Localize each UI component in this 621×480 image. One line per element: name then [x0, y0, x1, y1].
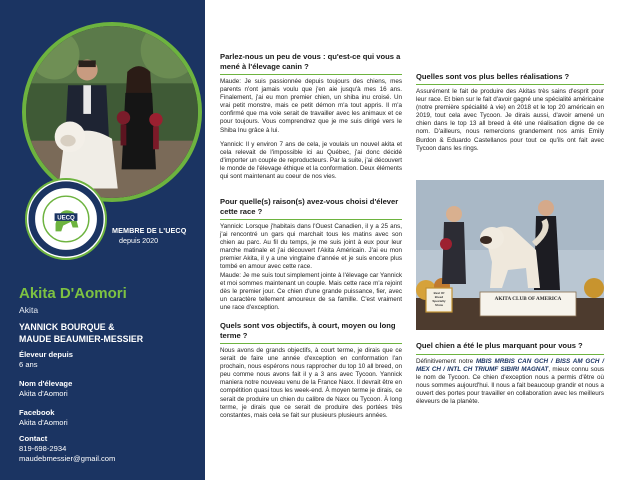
uecq-logo — [25, 178, 107, 260]
question-breed-choice: Pour quelle(s) raison(s) avez-vous choisi d'élever cette race ? — [220, 197, 399, 216]
uecq-badge-graphic — [27, 180, 105, 258]
photo-banner-text: AKITA CLUB OF AMERICA — [494, 296, 562, 302]
experience-label: Éleveur depuis — [19, 350, 74, 359]
contact-phone: 819-698-2934 — [19, 444, 67, 453]
question-divider — [220, 219, 402, 220]
breeders-photo-illustration — [26, 26, 198, 198]
question-achievements: Quelles sont vos plus belles réalisations ? — [416, 72, 570, 81]
answer-intro: Définitivement notre — [416, 358, 474, 365]
kennel-value: Akita d'Aomori — [19, 389, 68, 398]
contact-email: maudebmessier@gmail.com — [19, 454, 116, 463]
experience-value: 6 ans — [19, 360, 38, 369]
membership-since: depuis 2020 — [119, 236, 159, 245]
dog-titles: MBIS MRBIS CAN GCH / BISS AM GCH / MEX CH / INTL CH TRIUMF SIBIRI MAGNAT — [416, 358, 605, 374]
answer-breed-maude: Maude: Je me suis tout simplement jointe à l'élevage car Yannick et moi sommes maintenant un couple. Mais cette race m'a rejoint dès le premier jour. Ce chien d'une grande puissance, fier, avec un caractère tellement amoureux de sa famille. C'est vraiment une race d'exception. — [220, 272, 402, 312]
question-objectives: Quels sont vos objectifs, à court, moyen ou long terme ? — [220, 321, 396, 340]
photo-sign-line: Specialty — [432, 299, 446, 303]
question-divider — [416, 354, 604, 355]
membership-label: MEMBRE DE L'UECQ — [112, 226, 187, 235]
sidebar — [0, 0, 205, 480]
photo-sign-line: Breed — [434, 295, 444, 299]
show-dog-photo-illustration — [416, 180, 604, 330]
photo-sign-line: Show — [435, 303, 443, 307]
photo-sign-line: Best Of — [433, 291, 445, 295]
answer-rest: , mieux connu sous le nom de Tycoon. Ce chien d'exception nous a permis d'être où nous sommes aujourd'hui. Il nous a fait beaucoup grandir et nous a ouvert des portes pour travailler en collaboration avec les meilleurs éleveurs de la planète. — [416, 366, 604, 406]
badge-text: UECQ — [57, 214, 75, 222]
owner-line-1: YANNICK BOURQUE & — [19, 322, 115, 332]
question-divider — [220, 343, 402, 344]
kennel-label: Nom d'élevage — [19, 379, 73, 388]
answer-background-maude: Maude: Je suis passionnée depuis toujours des chiens, mes parents n'ont jamais voulu que j'en aie jusqu'à mes 16 ans. Finalement, j'ai eu mon premier chien, un shiba inu croisé. Un vrai petit monstre, mais ce petit démon m'a tout appris. Il m'a confirmé que ma voie serait de travailler avec les animaux et ce pour toujours. Vous comprendrez que je me suis dirigé vers le Shiba Inu grâce à lui. — [220, 78, 402, 134]
question-divider — [220, 74, 402, 75]
breeders-photo — [22, 22, 202, 202]
answer-objectives: Nous avons de grands objectifs, à court terme, je dirais que ce serait de faire une année d'exception en conformation l'an prochain, nous espérons nous rapprocher du top 10 all breed, on peu comme nous avons fait il y a 3 ans avec Tycoon. Yannick maniera notre nouveau venu de la France Naxx. Il devrait être en compétition quasi tous les week-end. À moyen terme je dirais, ce serait de produire un chien du calibre de Naxx ou Tycoon. À long terme, je dirais que ce serait de produire des portées très constantes, mais cela se fait sur plusieurs plusieurs années. — [220, 347, 402, 419]
answer-achievements: Assurément le fait de produire des Akitas très sains d'esprit pour leur race. Et bien sur le fait d'avoir gagné une spécialité américaine (notre première spécialité à vie) en 2018 et le top 20 américain en 2019, tout cela avec Tycoon. Je dirais aussi, d'avoir amené un chien dans le top 13 all breed à été une réalisation digne de ce nom. D'ailleurs, nous remercions grandement nos amis Emily Burdon & Eduardo Castellanos pour tout ce qu'ils ont fait avec Tycoon dans les rings. — [416, 88, 604, 152]
answer-background-yannick: Yannick: Il y environ 7 ans de cela, je voulais un nouvel akita et cela relevait de l'impossible ici au Québec, j'ai donc décidé d'importer un couple de reproducteurs. Par la suite, j'ai découvert le monde de l'élevage éthique et la conformation. Deux éléments qui sont maintenant au coeur de nos vies. — [220, 141, 402, 181]
facebook-label: Facebook — [19, 408, 55, 417]
owner-names — [19, 321, 143, 346]
owner-line-2: MAUDE BEAUMIER-MESSIER — [19, 334, 144, 345]
kennel-name-heading: Akita D'Aomori — [19, 285, 127, 302]
question-background: Parlez-nous un peu de vous : qu'est-ce qui vous a mené à l'élevage canin ? — [220, 52, 401, 71]
answer-breed-yannick: Yannick: Lorsque j'habitais dans l'Ouest Canadien, il y a 25 ans, j'ai rencontré un gars qui marchait tous les matins avec son chien au parc. Au fil du temps, je me suis joint à eux pour leur marche matinale et j'ai découvert l'Akita Américain. J'ai eu mon premier Akita, il y a une vingtaine d'année et je suis encore plus tombé en amour avec cette race. — [220, 223, 402, 271]
contact-label: Contact — [19, 434, 48, 443]
facebook-value: Akita d'Aomori — [19, 418, 68, 427]
answer-most-memorable-dog — [416, 358, 604, 407]
show-dog-photo — [416, 180, 604, 330]
question-most-memorable-dog: Quel chien a été le plus marquant pour vous ? — [416, 341, 583, 350]
kennel-breed: Akita — [19, 305, 39, 315]
question-divider — [416, 84, 604, 85]
